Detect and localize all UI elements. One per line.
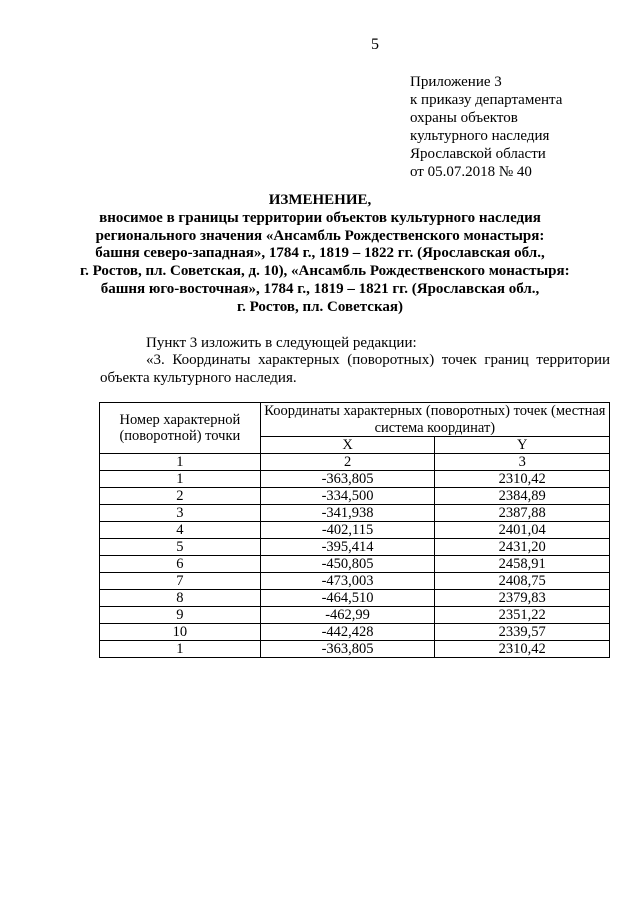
y-coordinate-cell: 2401,04 [435, 522, 610, 539]
table-row [100, 505, 610, 522]
point-number-cell: 4 [100, 522, 261, 539]
paragraph-item-3 [100, 352, 610, 388]
title-line: г. Ростов, пл. Советская, д. 10), «Ансамбль Рождественского монастыря: [80, 263, 570, 280]
header-x: X [260, 437, 435, 454]
table-row [100, 522, 610, 539]
appendix-line: к приказу департамента [410, 92, 563, 108]
point-number-cell: 7 [100, 573, 261, 590]
appendix-note [410, 73, 630, 181]
point-number-cell: 1 [100, 641, 261, 658]
y-coordinate-cell: 2387,88 [435, 505, 610, 522]
y-coordinate-cell: 2310,42 [435, 471, 610, 488]
column-number: 3 [435, 454, 610, 471]
x-coordinate-cell: -402,115 [260, 522, 435, 539]
x-coordinate-cell: -442,428 [260, 624, 435, 641]
table-row [100, 607, 610, 624]
y-coordinate-cell: 2384,89 [435, 488, 610, 505]
point-number-cell: 3 [100, 505, 261, 522]
y-coordinate-cell: 2379,83 [435, 590, 610, 607]
title-line: башня юго-восточная», 1784 г., 1819 – 1821 гг. (Ярославская обл., [100, 280, 540, 297]
table-row [100, 488, 610, 505]
title-line: башня северо-западная», 1784 г., 1819 – 1822 гг. (Ярославская обл., [95, 245, 545, 262]
y-coordinate-cell: 2351,22 [435, 607, 610, 624]
title-line: регионального значения «Ансамбль Рождественского монастыря: [95, 227, 545, 244]
point-number-cell: 1 [100, 471, 261, 488]
column-number-row [100, 454, 610, 471]
x-coordinate-cell: -363,805 [260, 641, 435, 658]
paragraph-item-3-text: «3. Координаты характерных (поворотных) точек границ территории объекта культурного наследия. [100, 352, 610, 386]
x-coordinate-cell: -450,805 [260, 556, 435, 573]
column-number: 2 [260, 454, 435, 471]
x-coordinate-cell: -462,99 [260, 607, 435, 624]
appendix-line: культурного наследия [410, 128, 550, 144]
y-coordinate-cell: 2408,75 [435, 573, 610, 590]
table-row [100, 590, 610, 607]
y-coordinate-cell: 2458,91 [435, 556, 610, 573]
x-coordinate-cell: -363,805 [260, 471, 435, 488]
y-coordinate-cell: 2310,42 [435, 641, 610, 658]
table-row [100, 556, 610, 573]
header-coordinates: Координаты характерных (поворотных) точек (местная система координат) [260, 403, 609, 437]
x-coordinate-cell: -334,500 [260, 488, 435, 505]
point-number-cell: 6 [100, 556, 261, 573]
title-line: ИЗМЕНЕНИЕ, [268, 192, 372, 208]
title-line: вносимое в границы территории объектов культурного наследия [99, 209, 541, 226]
appendix-line: Ярославской области [410, 146, 546, 162]
table-row [100, 641, 610, 658]
x-coordinate-cell: -341,938 [260, 505, 435, 522]
point-number-cell: 2 [100, 488, 261, 505]
x-coordinate-cell: -464,510 [260, 590, 435, 607]
table-row [100, 471, 610, 488]
appendix-line: Приложение 3 [410, 74, 502, 90]
header-point-number: Номер характерной (поворотной) точки [100, 403, 261, 454]
title-line: г. Ростов, пл. Советская) [237, 298, 403, 315]
point-number-cell: 8 [100, 590, 261, 607]
document-title [80, 192, 570, 317]
table-row [100, 624, 610, 641]
point-number-cell: 9 [100, 607, 261, 624]
header-y: Y [435, 437, 610, 454]
paragraph-instruction: Пункт 3 изложить в следующей редакции: [146, 335, 417, 351]
column-number: 1 [100, 454, 261, 471]
point-number-cell: 10 [100, 624, 261, 641]
x-coordinate-cell: -473,003 [260, 573, 435, 590]
point-number-cell: 5 [100, 539, 261, 556]
x-coordinate-cell: -395,414 [260, 539, 435, 556]
appendix-line: охраны объектов [410, 110, 518, 126]
table-row [100, 573, 610, 590]
table-row [100, 539, 610, 556]
y-coordinate-cell: 2431,20 [435, 539, 610, 556]
y-coordinate-cell: 2339,57 [435, 624, 610, 641]
page-number: 5 [371, 36, 379, 53]
appendix-line: от 05.07.2018 № 40 [410, 164, 532, 180]
coordinates-table [99, 402, 610, 658]
